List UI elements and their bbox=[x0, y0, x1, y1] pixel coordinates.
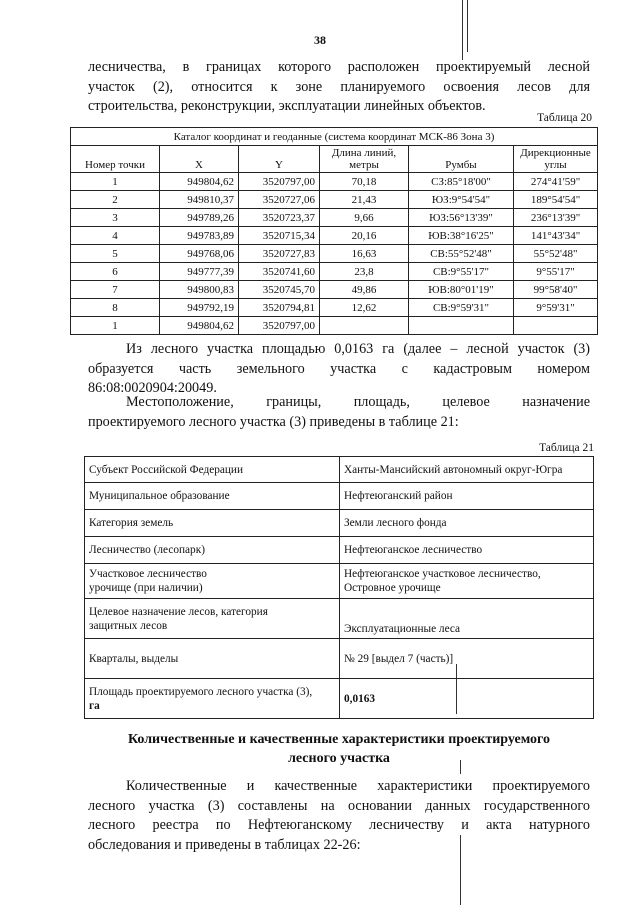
table-cell: ЮЗ:9°54'54" bbox=[409, 191, 514, 209]
table-cell: 3 bbox=[71, 209, 160, 227]
table-cell: 949810,37 bbox=[160, 191, 239, 209]
table-row bbox=[71, 317, 598, 335]
table-cell: 949768,06 bbox=[160, 245, 239, 263]
table-cell: 3520794,81 bbox=[239, 299, 320, 317]
table-row bbox=[85, 639, 594, 679]
table-cell: СВ:9°59'31" bbox=[409, 299, 514, 317]
table-cell: ЮВ:38°16'25" bbox=[409, 227, 514, 245]
text-line: лесного участка (3) составлены на основании данных государственного bbox=[88, 797, 590, 814]
table-row bbox=[85, 457, 594, 483]
table-row bbox=[85, 483, 594, 510]
table-20-caption: Таблица 20 bbox=[537, 112, 592, 124]
text-line: проектируемого лесного участка (3) приведены в таблице 21: bbox=[88, 413, 459, 430]
row-value: Нефтеюганский район bbox=[340, 483, 594, 510]
column-header: Y bbox=[239, 146, 320, 173]
table-cell: СЗ:85°18'00" bbox=[409, 173, 514, 191]
table-row bbox=[71, 191, 598, 209]
column-header: Номер точки bbox=[71, 146, 160, 173]
table-cell: 3520797,00 bbox=[239, 317, 320, 335]
table-cell: СВ:9°55'17" bbox=[409, 263, 514, 281]
row-label: Целевое назначение лесов, категория защитных лесов bbox=[85, 599, 340, 639]
table-cell: 16,63 bbox=[320, 245, 409, 263]
text-line: строительства, реконструкции, эксплуатации линейных объектов. bbox=[88, 98, 486, 114]
table-cell: 70,18 bbox=[320, 173, 409, 191]
row-value: Нефтеюганское лесничество bbox=[340, 537, 594, 564]
row-value: № 29 [выдел 7 (часть)] bbox=[340, 639, 594, 679]
row-value: Ханты-Мансийский автономный округ-Югра bbox=[340, 457, 594, 483]
table-row bbox=[71, 227, 598, 245]
table-row bbox=[85, 510, 594, 537]
table-row bbox=[85, 679, 594, 719]
table-cell: 23,8 bbox=[320, 263, 409, 281]
row-value: Нефтеюганское участковое лесничество, Островное урочище bbox=[340, 564, 594, 599]
table-cell bbox=[409, 317, 514, 335]
row-label: Муниципальное образование bbox=[85, 483, 340, 510]
table-title: Каталог координат и геоданные (система координат МСК-86 Зона 3) bbox=[71, 128, 598, 146]
table-body bbox=[85, 457, 594, 719]
table-cell: 3520723,37 bbox=[239, 209, 320, 227]
table-cell: 12,62 bbox=[320, 299, 409, 317]
text-line: обследования и приведены в таблицах 22-26: bbox=[88, 836, 361, 853]
table-row bbox=[85, 564, 594, 599]
row-label: Лесничество (лесопарк) bbox=[85, 537, 340, 564]
section-heading bbox=[88, 730, 590, 768]
table-21-caption: Таблица 21 bbox=[539, 442, 594, 454]
table-cell: 4 bbox=[71, 227, 160, 245]
intro-paragraph bbox=[88, 58, 590, 117]
row-value: Эксплуатационные леса bbox=[340, 599, 594, 639]
area-paragraph bbox=[88, 340, 590, 399]
table-cell: 9,66 bbox=[320, 209, 409, 227]
table-cell: 1 bbox=[71, 317, 160, 335]
table-body bbox=[71, 173, 598, 335]
table-cell: 55°52'48" bbox=[514, 245, 598, 263]
table-cell bbox=[320, 317, 409, 335]
heading-line: лесного участка bbox=[288, 751, 390, 766]
table-cell: 949792,19 bbox=[160, 299, 239, 317]
table-cell: 6 bbox=[71, 263, 160, 281]
unit-label: га bbox=[89, 699, 100, 712]
coordinates-table bbox=[70, 127, 598, 335]
row-label: Площадь проектируемого лесного участка (3), га bbox=[85, 679, 340, 719]
text-line: Количественные и качественные характеристики проектируемого bbox=[126, 778, 590, 794]
column-header: X bbox=[160, 146, 239, 173]
table-cell: 5 bbox=[71, 245, 160, 263]
table-cell: СВ:55°52'48" bbox=[409, 245, 514, 263]
row-label: Категория земель bbox=[85, 510, 340, 537]
column-header: Румбы bbox=[409, 146, 514, 173]
table-row bbox=[85, 537, 594, 564]
table-cell: 949800,83 bbox=[160, 281, 239, 299]
table-cell: 949804,62 bbox=[160, 173, 239, 191]
table-cell: 7 bbox=[71, 281, 160, 299]
text-line: образуется часть земельного участка с кадастровым номером bbox=[88, 360, 590, 377]
table-cell: 9°59'31" bbox=[514, 299, 598, 317]
table-cell: 20,16 bbox=[320, 227, 409, 245]
page-number: 38 bbox=[314, 33, 326, 47]
text-line: Из лесного участка площадью 0,0163 га (далее – лесной участок (3) bbox=[126, 341, 590, 357]
location-table bbox=[84, 456, 594, 719]
table-row bbox=[71, 299, 598, 317]
table-row bbox=[71, 173, 598, 191]
heading-line: Количественные и качественные характеристики проектируемого bbox=[127, 732, 551, 747]
table-cell: 49,86 bbox=[320, 281, 409, 299]
table-row bbox=[71, 245, 598, 263]
table-cell: 3520797,00 bbox=[239, 173, 320, 191]
location-paragraph bbox=[88, 393, 590, 432]
table-cell: 236°13'39" bbox=[514, 209, 598, 227]
text-line: лесного реестра по Нефтеюганскому лесничеству и акта натурного bbox=[88, 817, 590, 833]
table-cell: 3520741,60 bbox=[239, 263, 320, 281]
row-value: Земли лесного фонда bbox=[340, 510, 594, 537]
table-cell bbox=[514, 317, 598, 335]
characteristics-paragraph bbox=[88, 777, 590, 855]
table-cell: 189°54'54" bbox=[514, 191, 598, 209]
column-header: Длина линий, метры bbox=[320, 146, 409, 173]
table-cell: 949804,62 bbox=[160, 317, 239, 335]
table-cell: 949777,39 bbox=[160, 263, 239, 281]
table-cell: 274°41'59" bbox=[514, 173, 598, 191]
table-cell: 3520727,06 bbox=[239, 191, 320, 209]
table-cell: 3520745,70 bbox=[239, 281, 320, 299]
table-row bbox=[71, 263, 598, 281]
table-cell: 9°55'17" bbox=[514, 263, 598, 281]
table-header-row bbox=[71, 146, 598, 173]
row-value: 0,0163 bbox=[340, 679, 594, 719]
table-cell: 141°43'34" bbox=[514, 227, 598, 245]
row-label: Участковое лесничество урочище (при наличии) bbox=[85, 564, 340, 599]
text-line: лесничества, в границах которого расположен проектируемый лесной bbox=[88, 59, 590, 75]
table-cell: 949783,89 bbox=[160, 227, 239, 245]
table-cell: 8 bbox=[71, 299, 160, 317]
table-title-row bbox=[71, 128, 598, 146]
table-cell: 99°58'40" bbox=[514, 281, 598, 299]
table-row bbox=[71, 281, 598, 299]
column-header: Дирекционные углы bbox=[514, 146, 598, 173]
table-cell: 21,43 bbox=[320, 191, 409, 209]
table-row bbox=[85, 599, 594, 639]
table-cell: ЮЗ:56°13'39" bbox=[409, 209, 514, 227]
table-cell: ЮВ:80°01'19" bbox=[409, 281, 514, 299]
table-cell: 3520715,34 bbox=[239, 227, 320, 245]
text-line: Местоположение, границы, площадь, целевое назначение bbox=[126, 394, 590, 410]
row-label: Субъект Российской Федерации bbox=[85, 457, 340, 483]
row-label: Кварталы, выделы bbox=[85, 639, 340, 679]
table-cell: 3520727,83 bbox=[239, 245, 320, 263]
table-row bbox=[71, 209, 598, 227]
table-cell: 949789,26 bbox=[160, 209, 239, 227]
text-line: 86:08:0020904:20049. bbox=[88, 380, 217, 396]
table-cell: 1 bbox=[71, 173, 160, 191]
text-line: участок (2), относится к зоне планируемого освоения лесов для bbox=[88, 78, 590, 95]
table-cell: 2 bbox=[71, 191, 160, 209]
scan-artifact-line bbox=[462, 0, 463, 60]
